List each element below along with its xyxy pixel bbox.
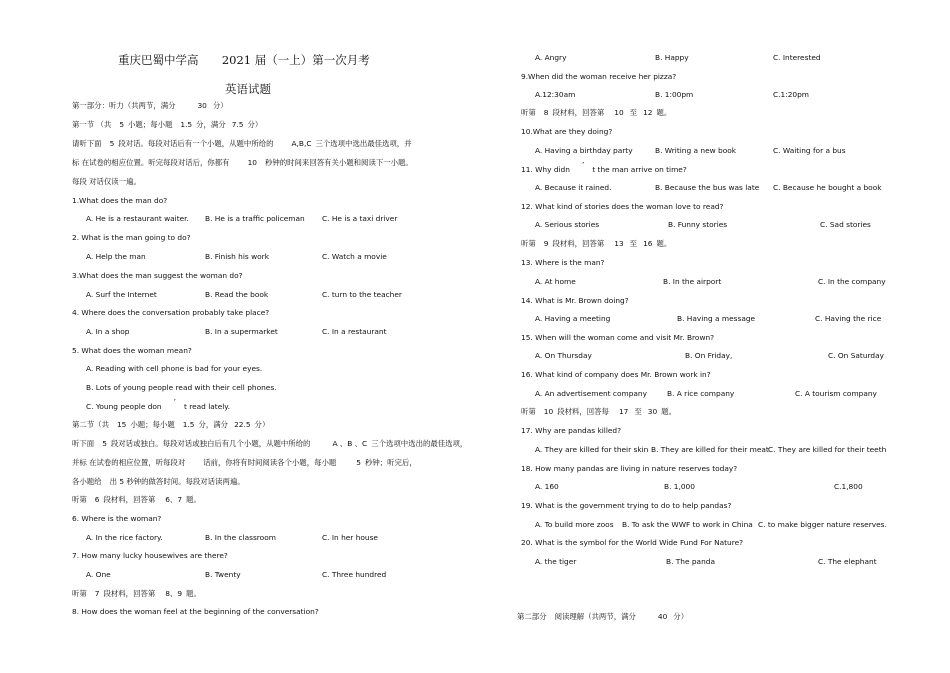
question-11: 11. Why didn’t the man arrive on time?: [521, 160, 687, 174]
passage-9-instruction: 听第 9 段材料，回答第 13 至 16 题。: [521, 239, 672, 248]
q12-option-c: C. Sad stories: [820, 220, 871, 229]
q8-option-c: C. Interested: [773, 53, 821, 62]
q15-option-b: B. On Friday,: [685, 351, 733, 360]
q6-option-c: C. In her house: [322, 533, 378, 542]
q9-option-b: B. 1:00pm: [655, 90, 694, 99]
q20-option-c: C. The elephant: [818, 557, 877, 566]
part2-title: 第二部分 阅读理解（共两节，满分 40 分）: [517, 612, 689, 621]
q15-option-c: C. On Saturday: [828, 351, 885, 360]
question-4: 4. Where does the conversation probably take place?: [72, 308, 270, 317]
q19-option-c: C. to make bigger nature reserves.: [758, 520, 887, 529]
q13-option-a: A. At home: [535, 277, 576, 286]
q3-option-a: A. Surf the Internet: [86, 290, 157, 299]
question-14: 14. What is Mr. Brown doing?: [521, 296, 629, 305]
question-17: 17. Why are pandas killed?: [521, 426, 622, 435]
question-13: 13. Where is the man?: [521, 258, 605, 267]
q7-option-c: C. Three hundred: [322, 570, 387, 579]
q14-option-b: B. Having a message: [677, 314, 756, 323]
q16-option-c: C. A tourism company: [795, 389, 877, 398]
q18-option-b: B. 1,000: [664, 482, 695, 491]
q7-option-b: B. Twenty: [205, 570, 241, 579]
q6-option-a: A. In the rice factory.: [86, 533, 163, 542]
q17-option-a: A. They are killed for their skin: [535, 445, 649, 454]
q18-option-a: A. 160: [535, 482, 559, 491]
question-5: 5. What does the woman mean?: [72, 346, 192, 355]
year: 2021: [221, 53, 252, 67]
q8-option-a: A. Angry: [535, 53, 567, 62]
section1-instruction-1: 请听下面 5 段对话。每段对话后有一个小题，从题中所给的 A,B,C 三个选项中选出最佳选项，并: [72, 139, 412, 148]
q19-option-a: A. To build more zoos: [535, 520, 614, 529]
q3-option-c: C. turn to the teacher: [322, 290, 402, 299]
q5-option-b: B. Lots of young people read with their cell phones.: [86, 383, 277, 392]
q1-option-b: B. He is a traffic policeman: [205, 214, 305, 223]
q12-option-a: A. Serious stories: [535, 220, 600, 229]
section2-title: 第二节（共 15 小题；每小题 1.5 分，满分 22.5 分）: [72, 420, 270, 429]
passage-8-instruction: 听第 8 段材料，回答第 10 至 12 题。: [521, 108, 672, 117]
q11-option-a: A. Because it rained.: [535, 183, 612, 192]
question-15: 15. When will the woman come and visit Mr. Brown?: [521, 333, 715, 342]
section1-title: 第一节 （共 5 小题；每小题 1.5 分，满分 7.5 分）: [72, 120, 263, 129]
passage-6-instruction: 听第 6 段材料，回答第 6、7 题。: [72, 495, 201, 504]
question-7: 7. How many lucky housewives are there?: [72, 551, 228, 560]
q16-option-a: A. An advertisement company: [535, 389, 647, 398]
question-2: 2. What is the man going to do?: [72, 233, 191, 242]
q9-option-a: A.12:30am: [535, 90, 576, 99]
q8-option-b: B. Happy: [655, 53, 689, 62]
question-10: 10.What are they doing?: [521, 127, 613, 136]
exam-title: [118, 52, 370, 68]
grade: 届（一上）第一次月考: [254, 53, 370, 67]
q11-option-b: B. Because the bus was late: [655, 183, 760, 192]
q13-option-b: B. In the airport: [663, 277, 722, 286]
q17-option-c: C. They are killed for their teeth: [768, 445, 887, 454]
q3-option-b: B. Read the book: [205, 290, 269, 299]
q14-option-c: C. Having the rice: [815, 314, 882, 323]
subject-title: 英语试题: [225, 82, 271, 96]
passage-7-instruction: 听第 7 段材料，回答第 8、9 题。: [72, 589, 201, 598]
q20-option-b: B. The panda: [666, 557, 715, 566]
section1-instruction-2: 标 在试卷的相应位置。听完每段对话后，你都有 10 秒钟的时间来回答有关小题和阅读下一小题。: [72, 158, 413, 167]
q12-option-b: B. Funny stories: [668, 220, 728, 229]
q2-option-b: B. Finish his work: [205, 252, 269, 261]
question-6: 6. Where is the woman?: [72, 514, 162, 523]
section2-instruction-3: 各小题给 出 5 秒钟的做答时间。每段对话读两遍。: [72, 477, 245, 486]
question-9: 9.When did the woman receive her pizza?: [521, 72, 677, 81]
q7-option-a: A. One: [86, 570, 111, 579]
q14-option-a: A. Having a meeting: [535, 314, 611, 323]
part1-title: 第一部分：听力（共两节，满分 30 分）: [72, 101, 228, 110]
q10-option-c: C. Waiting for a bus: [773, 146, 846, 155]
q18-option-c: C.1,800: [834, 482, 863, 491]
section2-instruction-2: 并标 在试卷的相应位置，听每段对 话前，你将有时间阅读各个小题，每小题 5 秒钟；听完后，: [72, 458, 417, 467]
q20-option-a: A. the tiger: [535, 557, 577, 566]
passage-10-instruction: 听第 10 段材料，回答每 17 至 30 题。: [521, 407, 676, 416]
q17-option-b: B. They are killed for their meat: [651, 445, 769, 454]
question-16: 16. What kind of company does Mr. Brown work in?: [521, 370, 711, 379]
question-8: 8. How does the woman feel at the beginning of the conversation?: [72, 607, 319, 616]
q16-option-b: B. A rice company: [667, 389, 735, 398]
question-12: 12. What kind of stories does the woman love to read?: [521, 202, 724, 211]
q10-option-b: B. Writing a new book: [655, 146, 737, 155]
q5-option-c: C. Young people don’t read lately.: [86, 397, 230, 411]
q2-option-a: A. Help the man: [86, 252, 146, 261]
q2-option-c: C. Watch a movie: [322, 252, 387, 261]
question-19: 19. What is the government trying to do to help pandas?: [521, 501, 732, 510]
q13-option-c: C. In the company: [818, 277, 886, 286]
q15-option-a: A. On Thursday: [535, 351, 592, 360]
school-name: 重庆巴蜀中学高: [118, 53, 199, 67]
question-3: 3.What does the man suggest the woman do?: [72, 271, 243, 280]
question-20: 20. What is the symbol for the World Wide Fund For Nature?: [521, 538, 744, 547]
q11-option-c: C. Because he bought a book: [773, 183, 882, 192]
q19-option-b: B. To ask the WWF to work in China: [622, 520, 753, 529]
section1-instruction-3: 每段 对话仅读一遍。: [72, 177, 141, 186]
q4-option-b: B. In a supermarket: [205, 327, 278, 336]
q9-option-c: C.1:20pm: [773, 90, 809, 99]
q10-option-a: A. Having a birthday party: [535, 146, 633, 155]
q5-option-a: A. Reading with cell phone is bad for your eyes.: [86, 364, 263, 373]
section2-instruction-1: 听下面 5 段对话或独白。每段对话或独白后有几个小题，从题中所给的 A 、B 、C 三个选项中选出的最佳选项，: [72, 439, 468, 448]
question-1: 1.What does the man do?: [72, 196, 168, 205]
q1-option-c: C. He is a taxi driver: [322, 214, 398, 223]
q4-option-c: C. In a restaurant: [322, 327, 387, 336]
q1-option-a: A. He is a restaurant waiter.: [86, 214, 189, 223]
question-18: 18. How many pandas are living in nature reserves today?: [521, 464, 738, 473]
q6-option-b: B. In the classroom: [205, 533, 276, 542]
q4-option-a: A. In a shop: [86, 327, 130, 336]
